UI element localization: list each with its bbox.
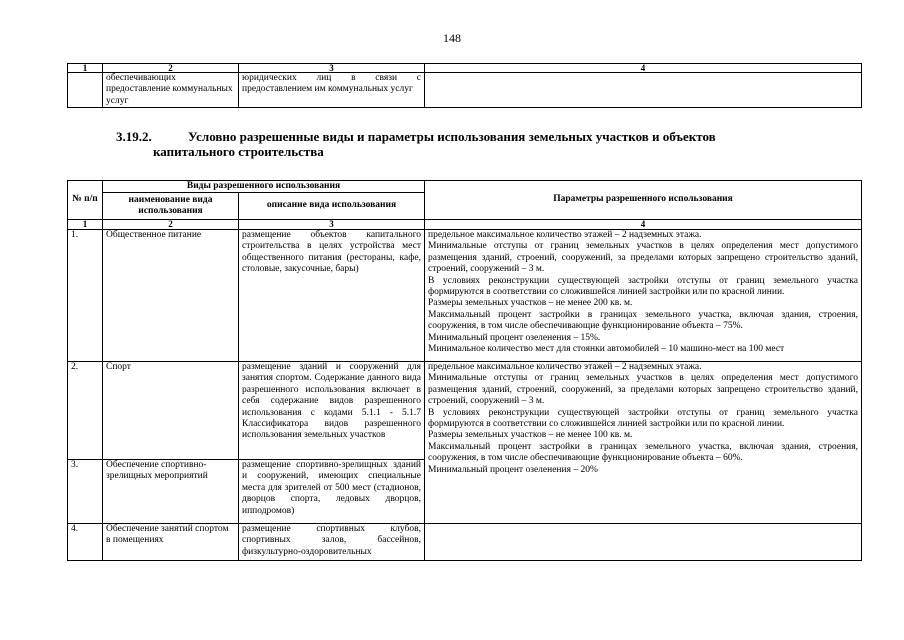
continued-table (67, 63, 862, 108)
permitted-use-table (67, 180, 862, 561)
table-row (68, 362, 862, 460)
use-name: Общественное питание (103, 230, 239, 362)
continued-cell-num (68, 73, 103, 108)
continued-cell-description: юридических лиц в связи с предоставлением им коммунальных услуг (239, 73, 425, 108)
params-cell-empty (425, 524, 862, 561)
col-number-4: 4 (425, 64, 862, 73)
param-plot-size: Размеры земельных участков – не менее 200 кв. м. (428, 298, 633, 309)
row-number: 3. (68, 460, 103, 524)
params-cell (425, 230, 862, 362)
section-title-line1: Условно разрешенные виды и параметры использования земельных участков и объектов (188, 129, 716, 144)
param-setbacks: Минимальные отступы от границ земельных участков в целях определения мест допустимого размещения зданий, строений, сооружений, за пределами которых запрещено строительство зданий, строений, сооружений – 3 м. (428, 241, 858, 275)
header-num: № п/п (68, 181, 103, 220)
use-description: размещение объектов капитального строительства в целях устройства мест общественного питания (рестораны, кафе, столовые, закусочные, бары) (239, 230, 425, 362)
col-number-4: 4 (425, 220, 862, 230)
continued-table-header-row (68, 64, 862, 73)
col-number-3: 3 (239, 64, 425, 73)
use-name: Обеспечение занятий спортом в помещениях (103, 524, 239, 561)
section-heading (116, 129, 861, 159)
header-name: наименование вида использования (103, 193, 239, 220)
header-row-1 (68, 181, 862, 193)
col-number-1: 1 (68, 220, 103, 230)
table-row (68, 524, 862, 561)
section-number: 3.19.2. (116, 129, 152, 144)
section-title-line2: капитального строительства (153, 144, 324, 159)
param-floors: предельное максимальное количество этажей – 2 надземных этажа. (428, 362, 702, 372)
use-description: размещение зданий и сооружений для занятия спортом. Содержание данного вида разрешенного использования включает в себя содержание видов разрешенного использования с кодами 5.1.1 - 5.1.7 Классификатора видов разрешенного использования земельных участков (239, 362, 425, 460)
continued-cell-params (425, 73, 862, 108)
header-description: описание вида использования (239, 193, 425, 220)
table-row (68, 230, 862, 362)
row-number: 2. (68, 362, 103, 460)
param-greenery: Минимальный процент озеленения – 15%. (428, 332, 601, 343)
use-name: Обеспечение спортивно-зрелищных мероприятий (103, 460, 239, 524)
param-greenery: Минимальный процент озеленения – 20% (428, 464, 598, 475)
use-description: размещение спортивных клубов, спортивных залов, бассейнов, физкультурно-оздоровительных (239, 524, 425, 561)
continued-cell-name: обеспечивающих предоставление коммунальных услуг (103, 73, 239, 108)
header-params: Параметры разрешенного использования (425, 181, 862, 220)
use-name: Спорт (103, 362, 239, 460)
row-number: 4. (68, 524, 103, 561)
param-floors: предельное максимальное количество этажей – 2 надземных этажа. (428, 230, 702, 240)
param-build-percent: Максимальный процент застройки в границах земельного участка, включая здания, строения, сооружения, в том числе обеспечивающие функционирование объекта – 60%. (428, 441, 858, 464)
col-number-3: 3 (239, 220, 425, 230)
param-setbacks: Минимальные отступы от границ земельных участков в целях определения мест допустимого размещения зданий, строений, сооружений, за пределами которых запрещено строительство зданий, строений, сооружений – 3 м. (428, 373, 858, 407)
params-cell (425, 362, 862, 524)
use-description: размещение спортивно-зрелищных зданий и сооружений, имеющих специальные места для зрителей от 500 мест (стадионов, дворцов спорта, ледовых дворцов, ипподромов) (239, 460, 425, 524)
param-plot-size: Размеры земельных участков – не менее 100 кв. м. (428, 430, 633, 441)
col-number-2: 2 (103, 64, 239, 73)
param-reconstruction: В условиях реконструкции существующей застройки отступы от границ земельного участка формируются в соответствии со сложившейся линией застройки или по красной линии. (428, 275, 858, 298)
col-number-2: 2 (103, 220, 239, 230)
page-number: 148 (443, 31, 461, 45)
column-numbers-row (68, 220, 862, 230)
row-number: 1. (68, 230, 103, 362)
table-row (68, 73, 862, 108)
header-group: Виды разрешенного использования (103, 181, 425, 193)
param-reconstruction: В условиях реконструкции существующей застройки отступы от границ земельного участка формируются в соответствии со сложившейся линией застройки или по красной линии. (428, 407, 858, 430)
param-parking: Минимальное количество мест для стоянки автомобилей – 10 машино-мест на 100 мест (428, 344, 785, 355)
param-build-percent: Максимальный процент застройки в границах земельного участка, включая здания, строения, сооружения, в том числе обеспечивающие функционирование объекта – 75%. (428, 309, 858, 332)
col-number-1: 1 (68, 64, 103, 73)
